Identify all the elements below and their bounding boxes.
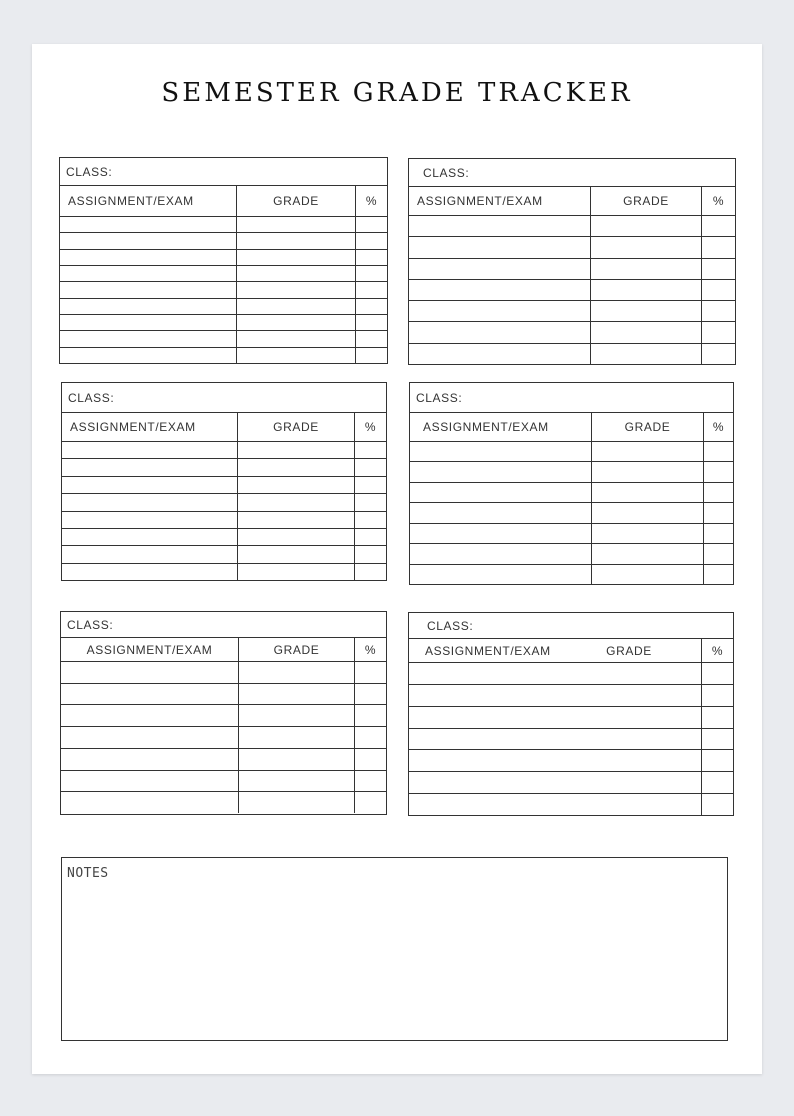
percent-header: % (712, 420, 725, 434)
table-body (62, 442, 386, 580)
table-row[interactable] (409, 280, 735, 301)
table-row[interactable] (61, 771, 386, 793)
grade-table (61, 382, 387, 581)
table-row[interactable] (61, 727, 386, 749)
class-field[interactable] (409, 159, 735, 187)
notes-box[interactable] (61, 857, 728, 1041)
table-row[interactable] (60, 299, 387, 315)
table-row[interactable] (410, 544, 733, 564)
assignment-header: ASSIGNMENT/EXAM (62, 413, 238, 441)
class-label: CLASS: (66, 164, 113, 179)
grade-header: GRADE (239, 638, 355, 661)
table-row[interactable] (409, 237, 735, 258)
assignment-header: ASSIGNMENT/EXAM (61, 638, 239, 661)
grade-table (408, 612, 734, 816)
table-row[interactable] (60, 348, 387, 363)
table-row[interactable] (409, 707, 733, 729)
table-row[interactable] (60, 266, 387, 282)
table-row[interactable] (409, 772, 733, 794)
table-row[interactable] (62, 442, 386, 459)
table-body (409, 216, 735, 364)
table-row[interactable] (410, 503, 733, 523)
table-row[interactable] (409, 729, 733, 751)
percent-header: % (712, 194, 725, 208)
assignment-header: ASSIGNMENT/EXAM (410, 413, 592, 441)
table-row[interactable] (62, 494, 386, 511)
table-header (61, 638, 386, 662)
grade-table (409, 382, 734, 585)
table-row[interactable] (409, 750, 733, 772)
table-row[interactable] (410, 483, 733, 503)
table-row[interactable] (61, 684, 386, 706)
notes-label: NOTES (67, 866, 109, 881)
table-header (409, 639, 733, 663)
grade-header: GRADE (557, 639, 702, 662)
class-label: CLASS: (68, 390, 115, 405)
assignment-header: ASSIGNMENT/EXAM (409, 187, 591, 215)
table-row[interactable] (410, 442, 733, 462)
table-body (61, 662, 386, 813)
grade-header: GRADE (238, 413, 355, 441)
table-row[interactable] (60, 331, 387, 347)
table-body (60, 217, 387, 363)
table-row[interactable] (61, 749, 386, 771)
grade-table (408, 158, 736, 365)
class-field[interactable] (409, 613, 733, 639)
percent-header: % (365, 194, 378, 208)
class-label: CLASS: (423, 165, 470, 180)
table-row[interactable] (60, 250, 387, 266)
class-label: CLASS: (427, 618, 474, 633)
grade-header: GRADE (591, 187, 702, 215)
table-header (62, 413, 386, 442)
table-row[interactable] (409, 301, 735, 322)
table-row[interactable] (62, 546, 386, 563)
table-header (410, 413, 733, 442)
table-row[interactable] (60, 233, 387, 249)
page-title: SEMESTER GRADE TRACKER (161, 78, 633, 108)
table-row[interactable] (409, 216, 735, 237)
table-row[interactable] (409, 663, 733, 685)
grade-header: GRADE (592, 413, 704, 441)
table-row[interactable] (62, 459, 386, 476)
table-row[interactable] (62, 512, 386, 529)
grade-table (59, 157, 388, 364)
percent-header: % (711, 643, 724, 658)
grade-table (60, 611, 387, 815)
class-label: CLASS: (416, 390, 463, 405)
table-row[interactable] (60, 315, 387, 331)
class-label: CLASS: (67, 617, 114, 632)
assignment-header: ASSIGNMENT/EXAM (60, 186, 237, 216)
table-row[interactable] (409, 322, 735, 343)
table-row[interactable] (61, 662, 386, 684)
table-row[interactable] (60, 217, 387, 233)
table-row[interactable] (409, 685, 733, 707)
class-field[interactable] (62, 383, 386, 413)
table-row[interactable] (409, 794, 733, 815)
percent-header: % (364, 642, 377, 657)
table-row[interactable] (62, 564, 386, 580)
table-row[interactable] (409, 259, 735, 280)
table-header (60, 186, 387, 217)
table-row[interactable] (410, 524, 733, 544)
table-body (409, 663, 733, 815)
table-row[interactable] (62, 529, 386, 546)
class-field[interactable] (60, 158, 387, 186)
table-row[interactable] (61, 792, 386, 813)
grade-header: GRADE (237, 186, 356, 216)
table-row[interactable] (410, 462, 733, 482)
class-field[interactable] (410, 383, 733, 413)
percent-header: % (364, 420, 377, 434)
table-body (410, 442, 733, 584)
table-row[interactable] (410, 565, 733, 584)
table-row[interactable] (60, 282, 387, 298)
table-header (409, 187, 735, 216)
table-row[interactable] (62, 477, 386, 494)
table-row[interactable] (409, 344, 735, 364)
class-field[interactable] (61, 612, 386, 638)
assignment-header: ASSIGNMENT/EXAM (425, 643, 551, 658)
table-row[interactable] (61, 705, 386, 727)
